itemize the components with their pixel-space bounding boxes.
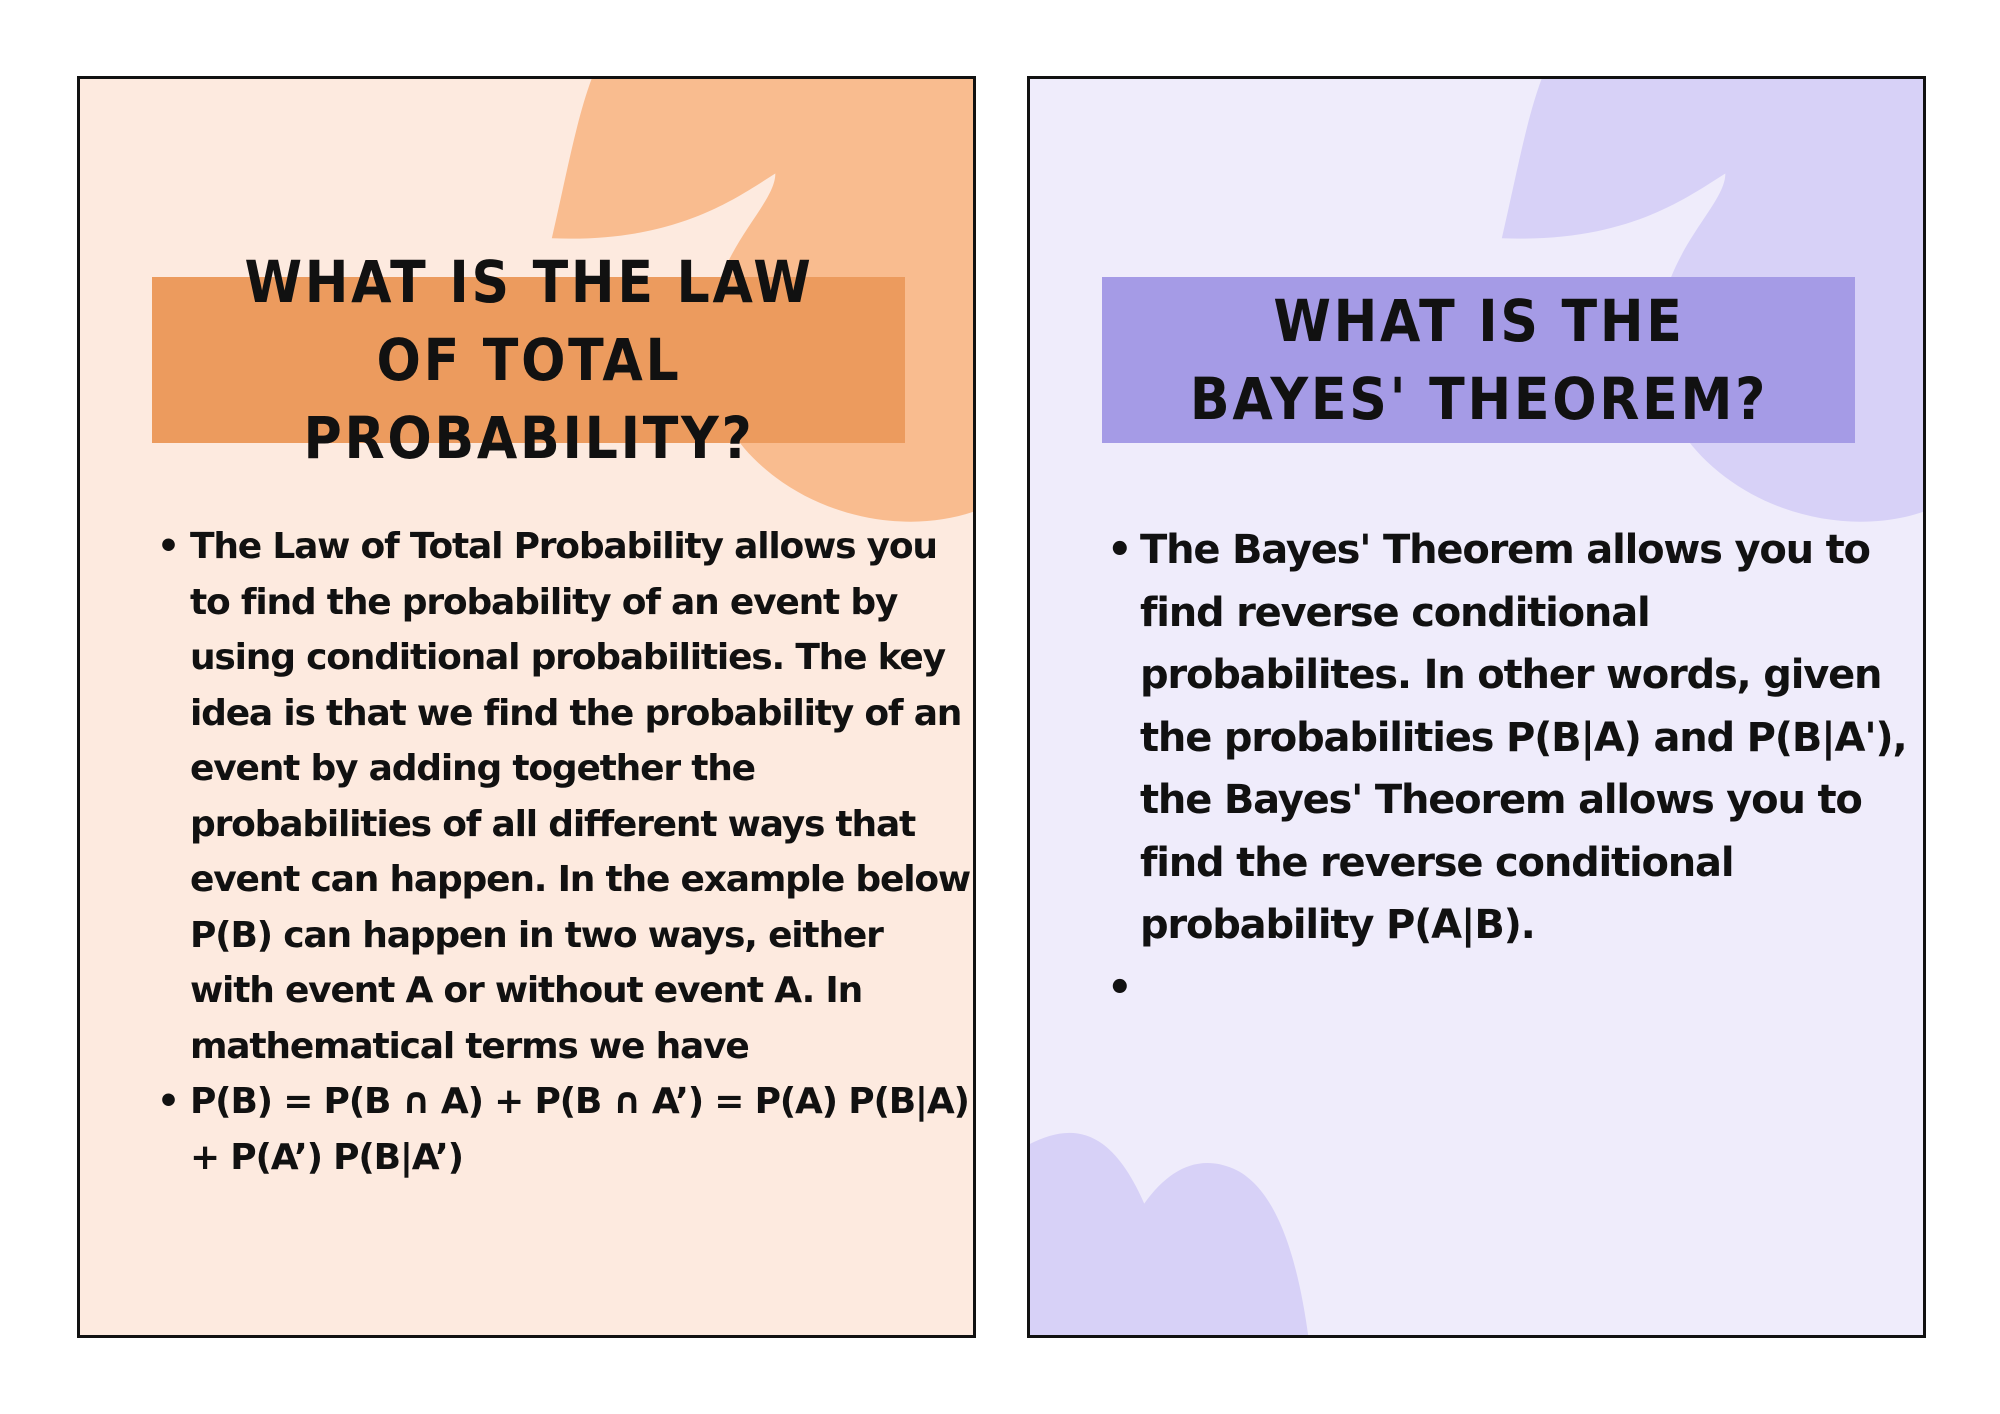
card-title: WHAT IS THE BAYES' THEOREM? — [1189, 287, 1768, 433]
explanation-text: The Bayes' Theorem allows you to find reverse conditional probabilites. In other words, given the probabilities P(B|A) and P(B|A'), the Bayes' Theorem allows you to find the reverse conditional probability P(A|B). — [1140, 527, 1907, 948]
list-item — [157, 519, 970, 1074]
explanation-text: The Law of Total Probability allows you to find the probability of an event by using conditional probabilities. The key idea is that we find the probability of an event by adding together the probabilities of all different ways that event can happen. In the example below P(B) can happen in two ways, either with event A or without event A. In mathematical terms we have — [190, 526, 970, 1067]
bullet-point: • — [157, 526, 179, 567]
bullet-list — [1107, 519, 1920, 1019]
title-band — [1102, 277, 1855, 443]
bullet-point: • — [1107, 964, 1132, 1011]
bullet-point: • — [157, 1081, 179, 1122]
formula-text: P(B) = P(B ∩ A) + P(B ∩ A’) = P(A) P(B|A) + P(A’) P(B|A’) — [190, 1081, 969, 1178]
bullet-point: • — [1107, 527, 1132, 573]
title-band — [152, 248, 905, 472]
list-item — [157, 1074, 970, 1185]
bayes-theorem-card — [1027, 76, 1926, 1338]
lavender-blob-bottom — [1030, 1133, 1308, 1335]
card-title: WHAT IS THE LAW OF TOTAL PROBABILITY? — [243, 248, 814, 472]
list-item — [1107, 957, 1920, 1019]
law-total-probability-card — [77, 76, 976, 1338]
list-item — [1107, 519, 1920, 957]
bullet-list — [157, 519, 970, 1185]
